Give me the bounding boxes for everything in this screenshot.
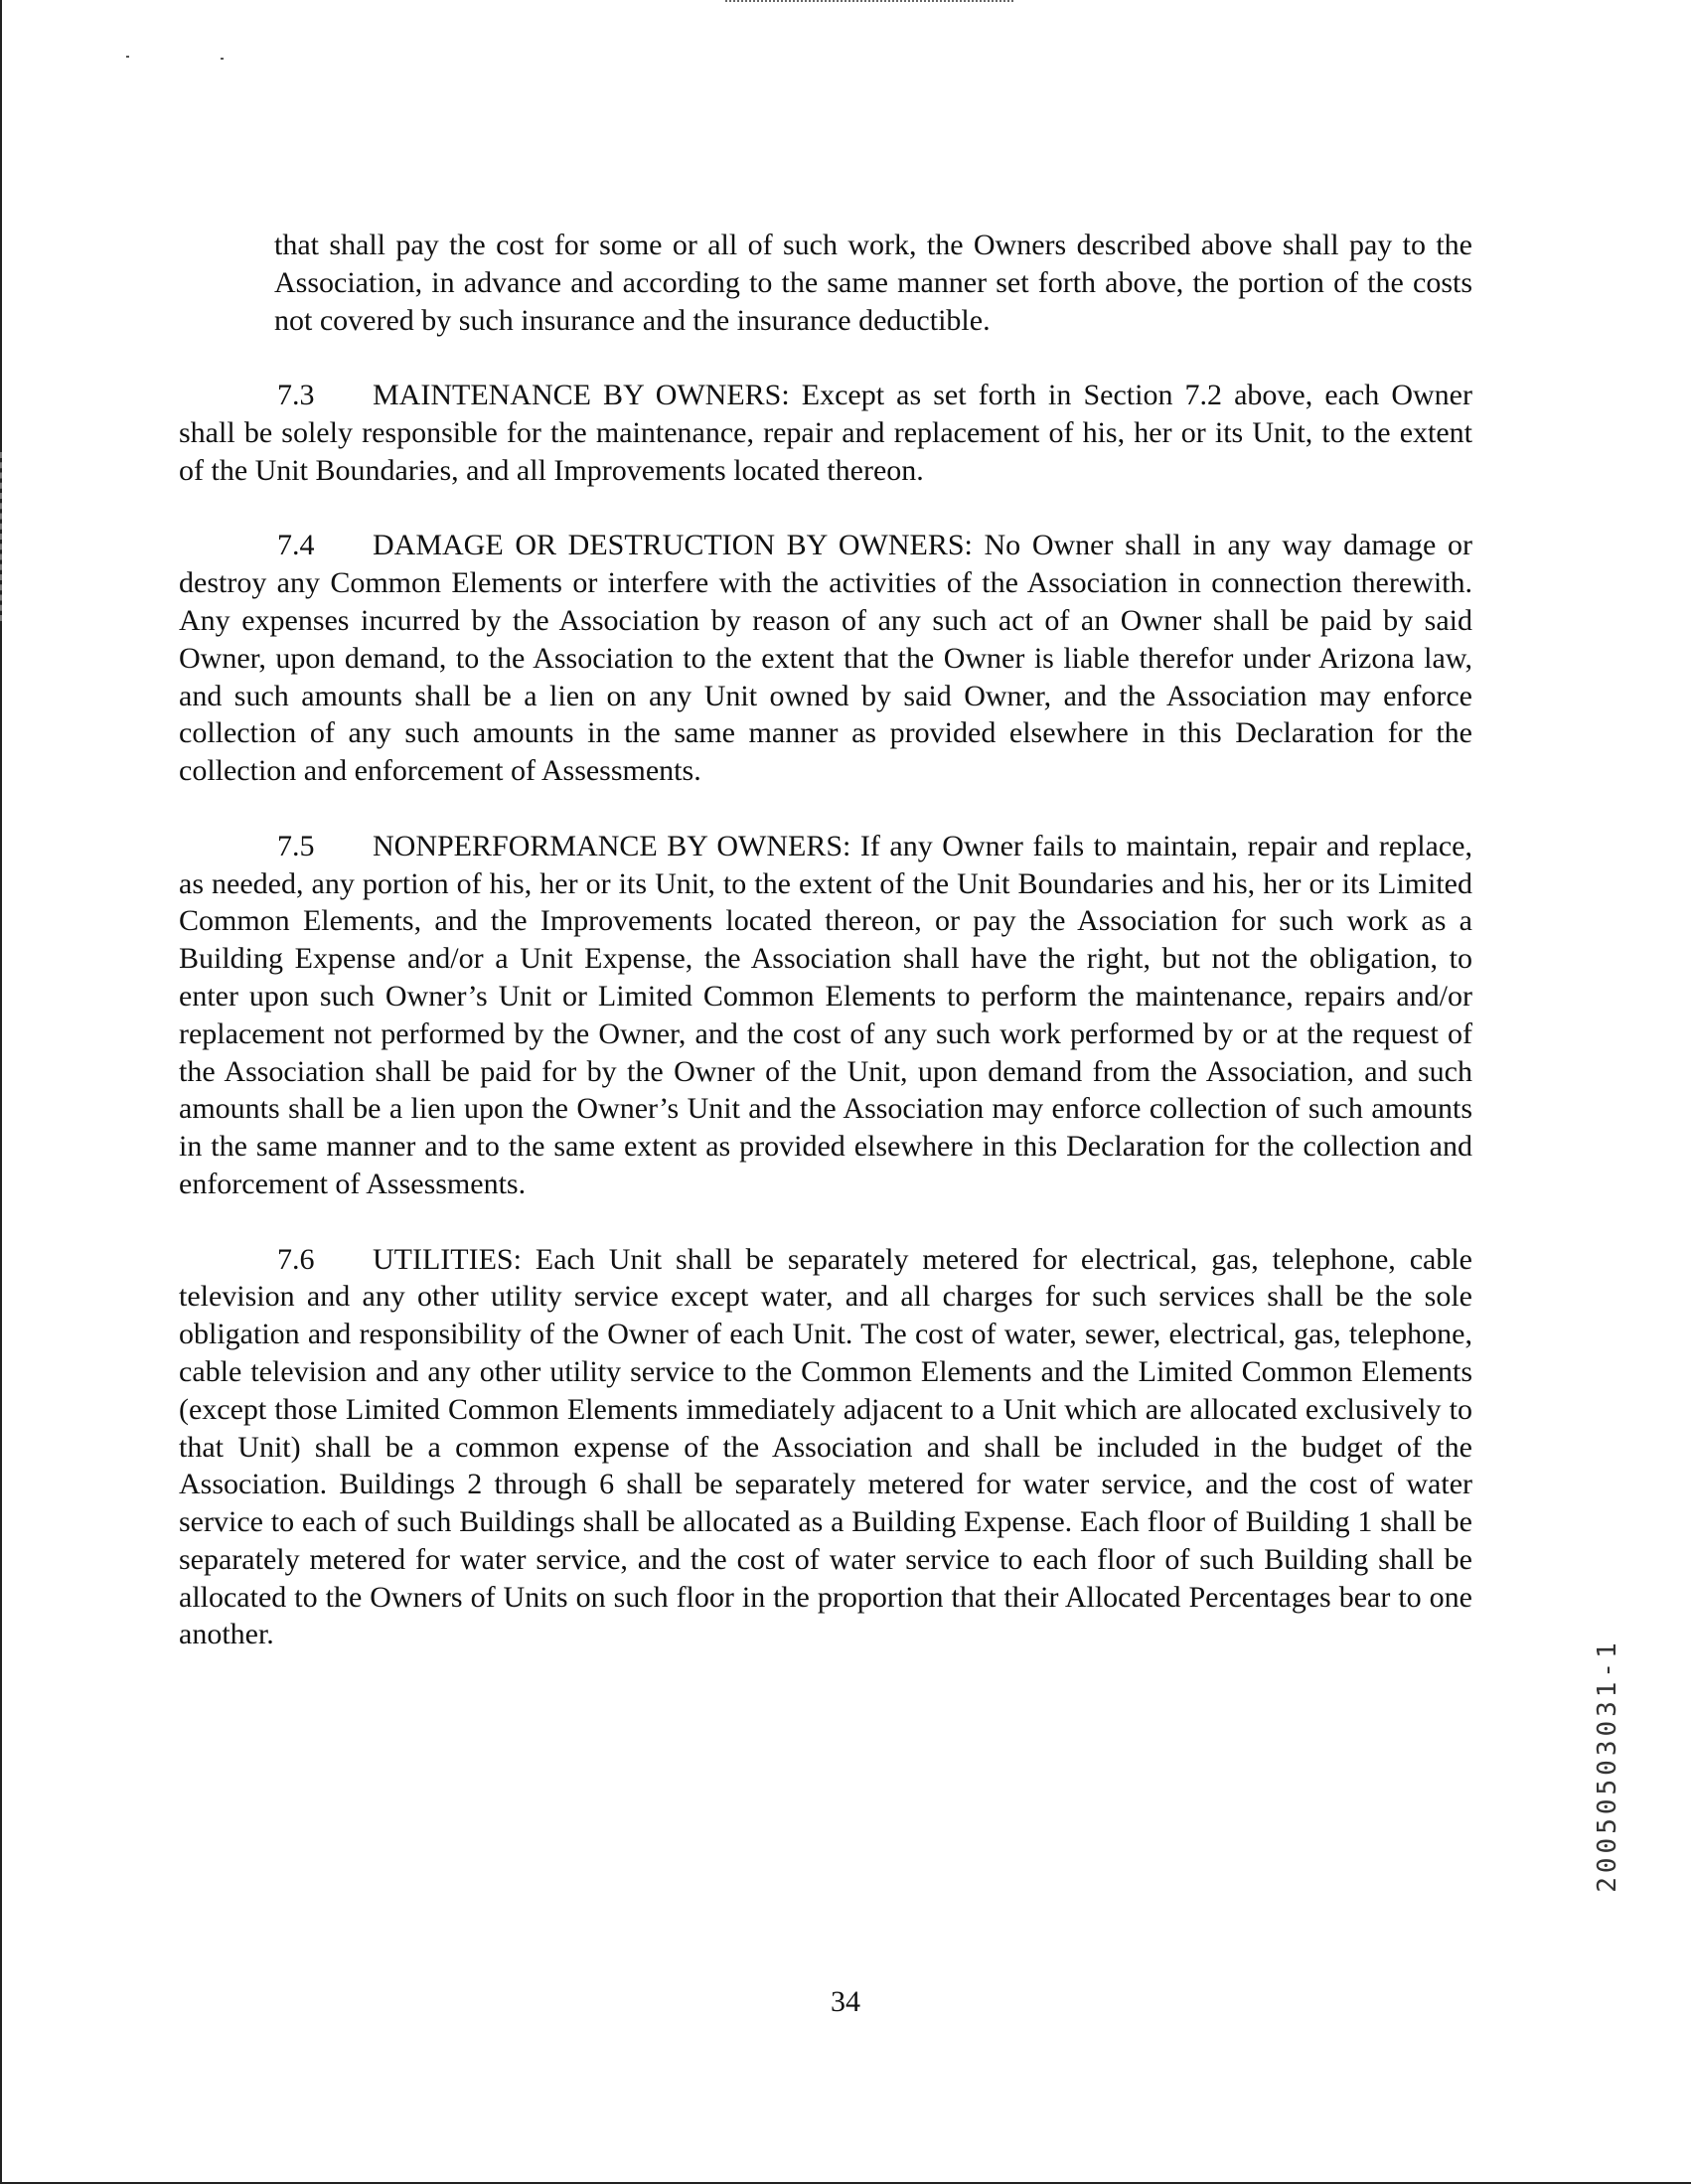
section-7-5 <box>179 828 1472 1203</box>
section-text: NONPERFORMANCE BY OWNERS: If any Owner fails to maintain, repair and replace, as needed, any portion of his, her or its Unit, to the extent of the Unit Boundaries and his, her or its Limited Common Elements, and the Improvements located thereon, or pay the Association for such work as a Building Expense and/or a Unit Expense, the Association shall have the right, but not the obligation, to enter upon such Owner’s Unit or Limited Common Elements to perform the maintenance, repairs and/or replacement not performed by the Owner, and the cost of any such work performed by or at the request of the Association shall be paid for by the Owner of the Unit, upon demand from the Association, and such amounts shall be a lien upon the Owner’s Unit and the Association may enforce collection of such amounts in the same manner and to the same extent as provided elsewhere in this Declaration for the collection and enforcement of Assessments. <box>179 829 1472 1200</box>
scan-margin-marks <box>0 452 6 621</box>
section-text: DAMAGE OR DESTRUCTION BY OWNERS: No Owner shall in any way damage or destroy any Common Elements or interfere with the activities of the Association in connection therewith. Any expenses incurred by the Association by reason of any such act of an Owner shall be paid by said Owner, upon demand, to the Association to the extent that the Owner is liable therefor under Arizona law, and such amounts shall be a lien on any Unit owned by said Owner, and the Association may enforce collection of any such amounts in the same manner as provided elsewhere in this Declaration for the collection and enforcement of Assessments. <box>179 529 1472 788</box>
section-number: 7.6 <box>277 1242 315 1276</box>
recording-stamp <box>1578 1602 1637 1930</box>
section-7-6 <box>179 1241 1472 1654</box>
section-text: MAINTENANCE BY OWNERS: Except as set forth in Section 7.2 above, each Owner shall be solely responsible for the maintenance, repair and replacement of his, her or its Unit, to the extent of the Unit Boundaries, and all Improvements located thereon. <box>179 379 1472 487</box>
continuation-paragraph: that shall pay the cost for some or all of such work, the Owners described above shall pay to the Association, in advance and according to the same manner set forth above, the portion of the costs not covered by such insurance and the insurance deductible. <box>274 229 1472 337</box>
scan-speck <box>126 56 129 58</box>
scan-speck <box>221 58 224 60</box>
section-7-4 <box>179 527 1472 790</box>
section-number: 7.3 <box>277 379 315 412</box>
scan-top-marks <box>725 0 1013 6</box>
section-number: 7.4 <box>277 529 315 562</box>
section-7-3 <box>179 377 1472 489</box>
section-text: UTILITIES: Each Unit shall be separately metered for electrical, gas, telephone, cable television and any other utility service except water, and all charges for such services shall be the sole obligation and responsibility of the Owner of each Unit. The cost of water, sewer, electrical, gas, telephone, cable television and any other utility service to the Common Elements and the Limited Common Elements (except those Limited Common Elements immediately adjacent to a Unit which are allocated exclusively to that Unit) shall be a common expense of the Association and shall be included in the budget of the Association. Buildings 2 through 6 shall be separately metered for water service, and the cost of water service to each of such Buildings shall be allocated as a Building Expense. Each floor of Building 1 shall be separately metered for water service, and the cost of water service to each floor of such Building shall be allocated to the Owners of Units on such floor in the proportion that their Allocated Percentages bear to one another. <box>179 1242 1472 1651</box>
scan-edge-left <box>0 0 2 2184</box>
page-number: 34 <box>831 1985 860 2018</box>
recording-stamp-number: 20050503031-1 <box>1593 1638 1622 1893</box>
section-number: 7.5 <box>277 829 315 862</box>
document-body <box>179 227 1472 1653</box>
